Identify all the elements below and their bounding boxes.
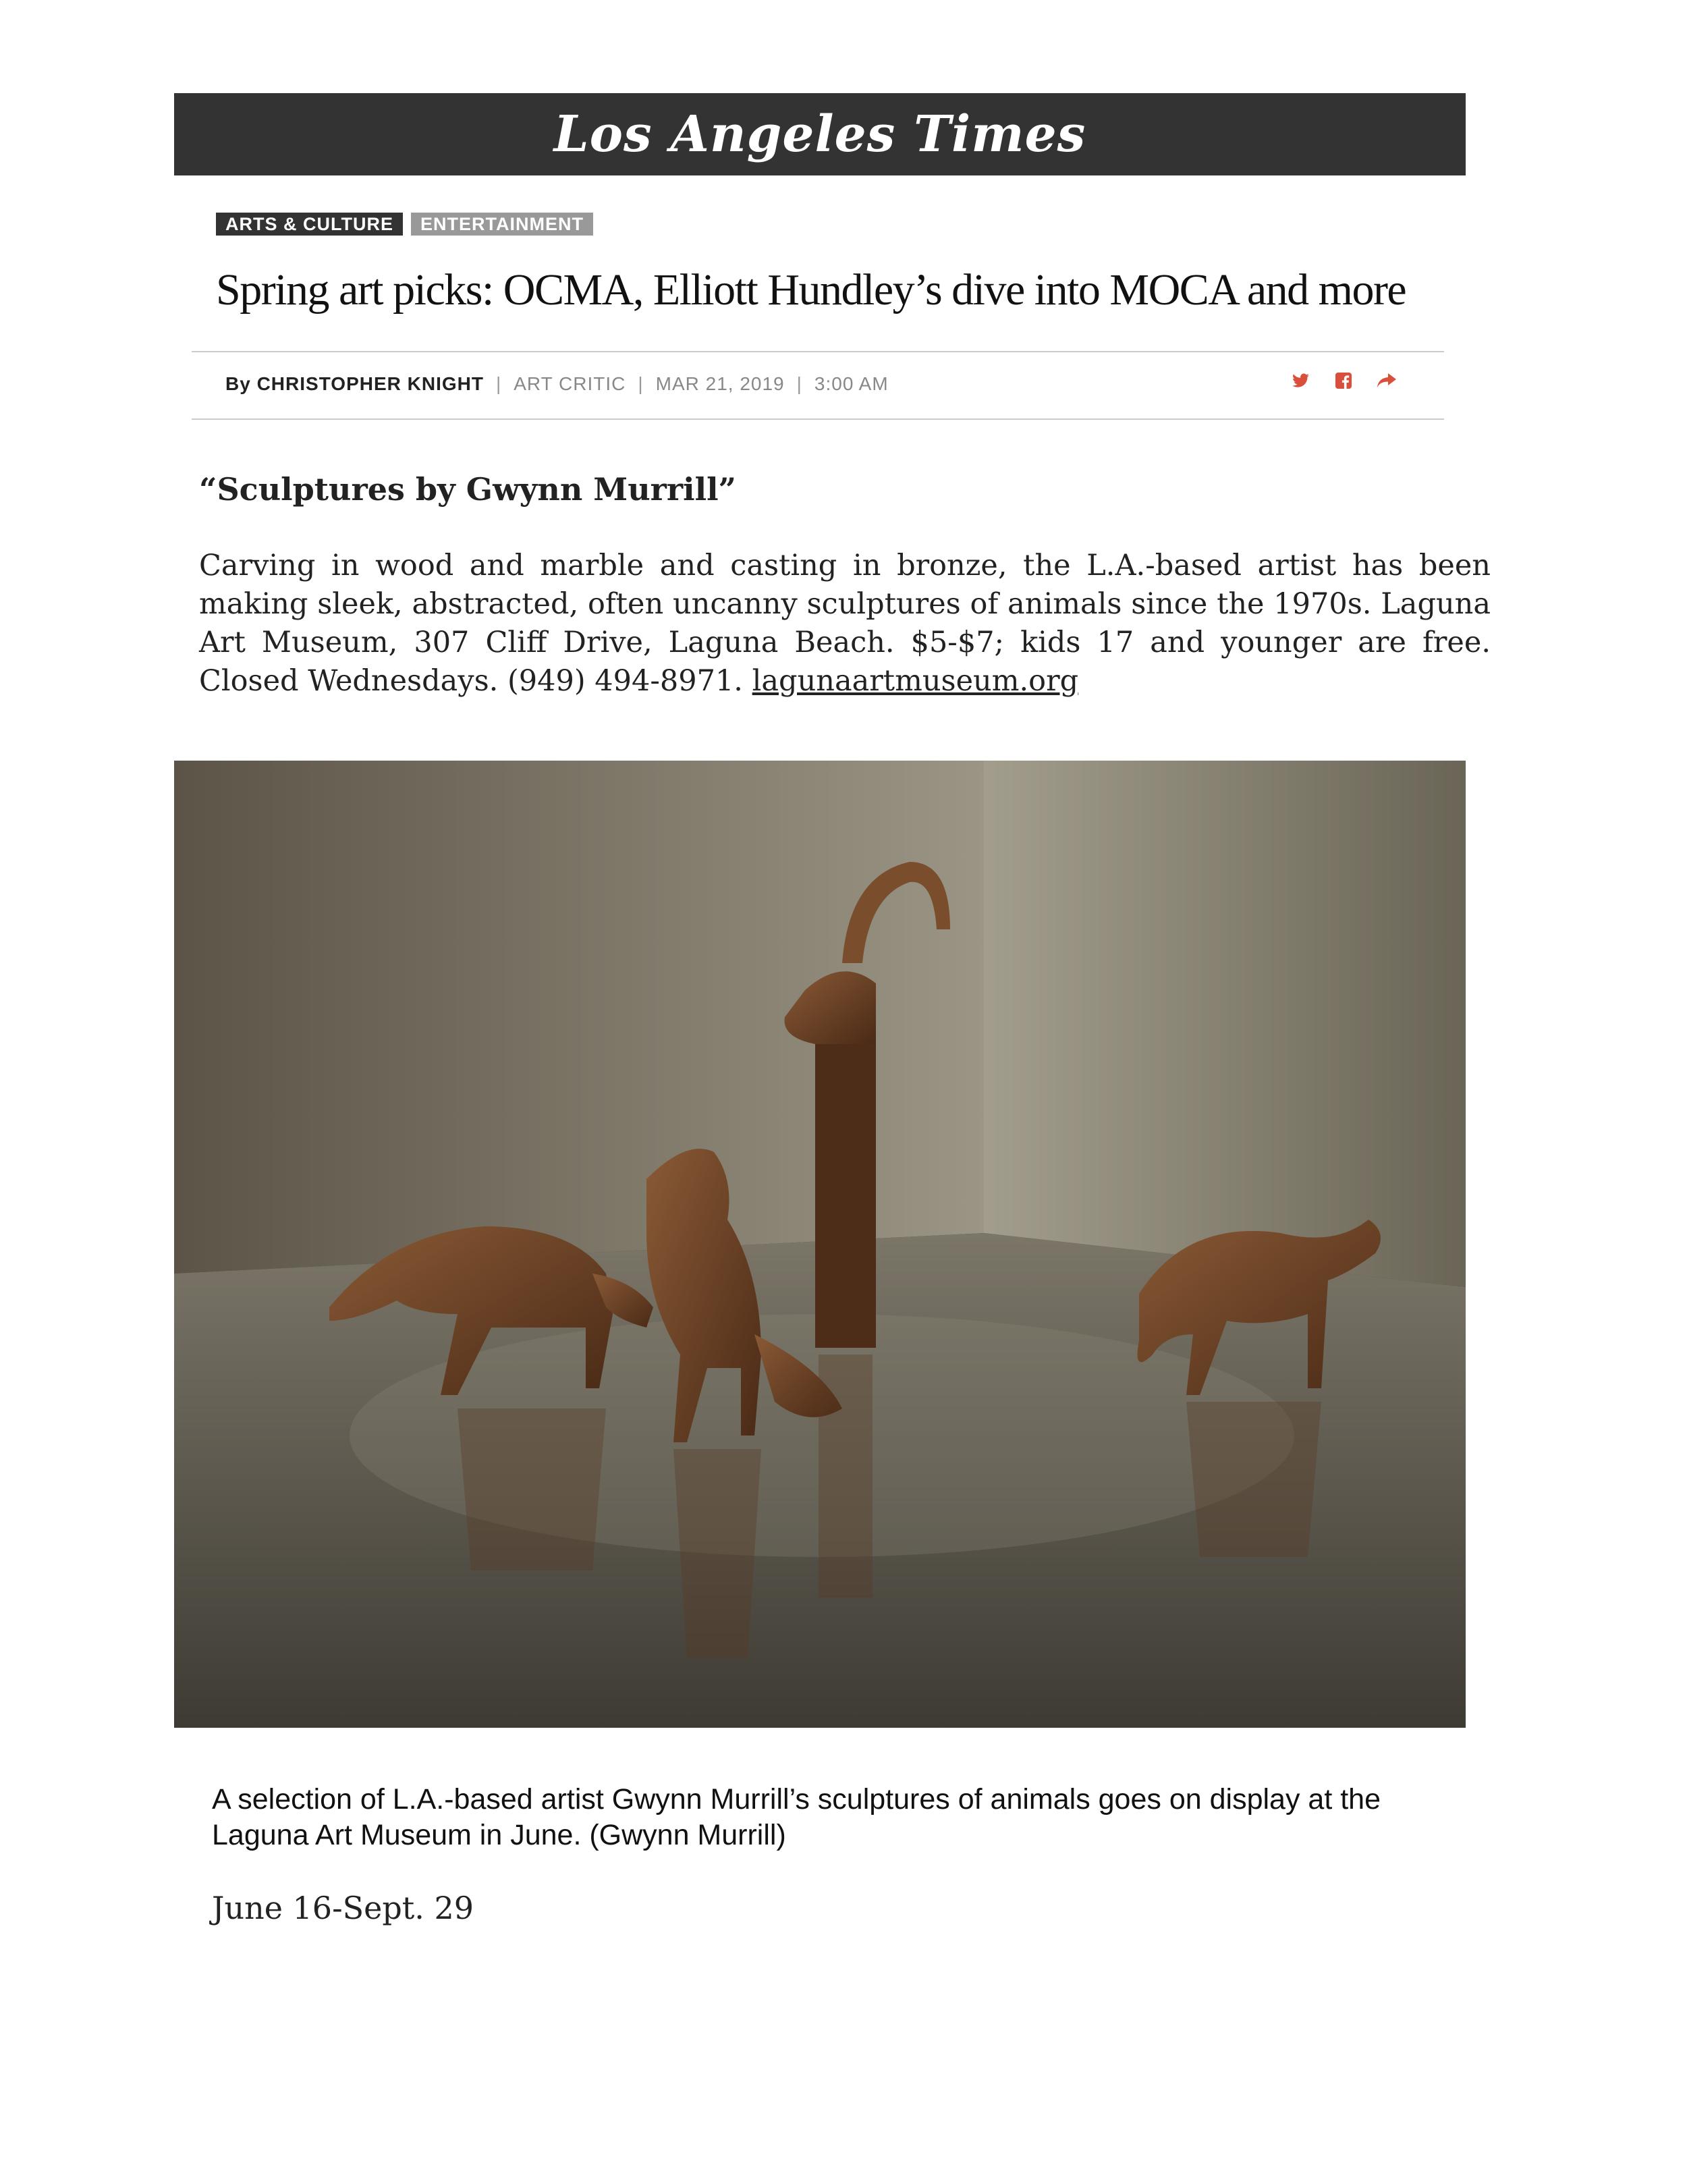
category-tags (216, 213, 593, 236)
facebook-icon[interactable] (1335, 373, 1352, 389)
section-body (199, 547, 1491, 701)
section-title: “Sculptures by Gwynn Murrill” (199, 471, 737, 508)
section-body-text: Carving in wood and marble and casting in bronze, the L.A.-based artist has been making sleek, abstracted, often uncanny sculptures of animals since the 1970s. Laguna Art Museum, 307 Cliff Drive, Laguna Beach. $5-$7; kids 17 and younger are free. Closed Wednesdays. (949) 494-8971. (199, 549, 1491, 698)
masthead (174, 93, 1466, 175)
byline-divider-top (192, 351, 1444, 352)
share-icon[interactable] (1377, 373, 1396, 388)
byline-author[interactable]: By CHRISTOPHER KNIGHT (225, 373, 484, 394)
byline-separator: | (796, 373, 802, 394)
article-headline: Spring art picks: OCMA, Elliott Hundley’s dive into MOCA and more (216, 265, 1406, 315)
museum-link[interactable]: lagunaartmuseum.org (752, 664, 1079, 698)
byline-role: ART CRITIC (514, 373, 626, 394)
byline (225, 373, 889, 395)
photo-caption: A selection of L.A.-based artist Gwynn Murrill’s sculptures of animals goes on display at the Laguna Art Museum in June. (Gwynn Murrill) (212, 1783, 1381, 1851)
tag-arts-culture[interactable]: ARTS & CULTURE (216, 213, 403, 236)
byline-divider-bottom (192, 418, 1444, 420)
byline-date: MAR 21, 2019 (655, 373, 785, 394)
gallery-photo (174, 761, 1466, 1728)
byline-separator: | (638, 373, 644, 394)
tag-entertainment[interactable]: ENTERTAINMENT (411, 213, 593, 236)
masthead-logo[interactable]: Los Angeles Times (553, 105, 1086, 163)
exhibition-dates: June 16-Sept. 29 (212, 1890, 474, 1926)
twitter-icon[interactable] (1292, 373, 1310, 388)
share-buttons (1292, 373, 1396, 389)
byline-separator: | (495, 373, 502, 394)
byline-time: 3:00 AM (814, 373, 889, 394)
